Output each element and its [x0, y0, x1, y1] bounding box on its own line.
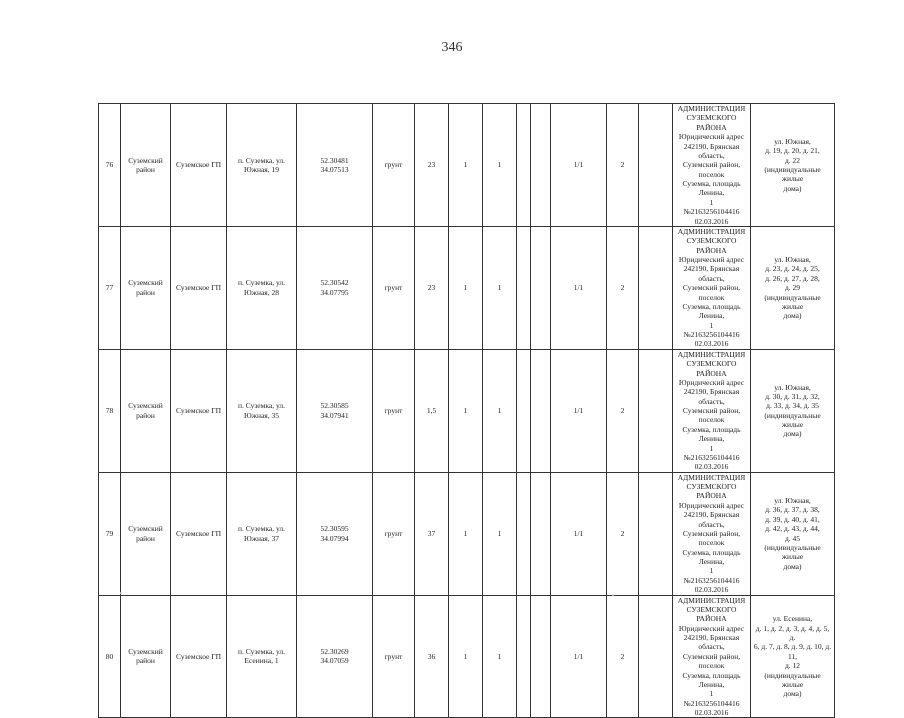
- table-row: [99, 226, 835, 349]
- volume-cell: 1/1: [551, 349, 607, 472]
- coordinates-cell: [297, 226, 373, 349]
- owner-line: СУЗЕМСКОГО РАЙОНА: [686, 113, 737, 132]
- count-cell: 2: [607, 472, 639, 595]
- owner-line: 1: [709, 443, 714, 453]
- served-line: д. 36, д. 37, д. 38,: [765, 505, 820, 515]
- container-count-cell: 1: [449, 595, 483, 718]
- area-cell: 23: [415, 226, 449, 349]
- district-cell: Суземский район: [121, 226, 171, 349]
- served-line: дома): [783, 689, 802, 699]
- settlement-cell: Суземское ГП: [171, 104, 227, 227]
- served-line: д. 45: [784, 533, 801, 543]
- latitude: 52.30269: [320, 647, 349, 657]
- served-line: 6, д. 7, д. 8, д. 9, д. 10, д.: [753, 642, 832, 652]
- owner-line: №2163256104416: [683, 698, 740, 708]
- coordinates-cell: [297, 472, 373, 595]
- surface-cell: грунт: [373, 472, 415, 595]
- served-line: ул. Южная,: [774, 382, 811, 392]
- owner-line: Юридический адрес: [678, 132, 745, 142]
- surface-cell: грунт: [373, 104, 415, 227]
- scan-speck: [612, 594, 614, 596]
- owner-line: 02.03.2016: [694, 462, 729, 472]
- row-number: 76: [99, 104, 121, 227]
- owner-line: СУЗЕМСКОГО РАЙОНА: [686, 482, 737, 501]
- served-line: (индивидуальные жилые: [764, 670, 821, 689]
- owner-cell: [673, 104, 751, 227]
- empty-cell: [517, 595, 531, 718]
- served-line: (индивидуальные жилые: [764, 410, 821, 430]
- owner-line: Юридический адрес: [678, 500, 745, 510]
- settlement-cell: Суземское ГП: [171, 226, 227, 349]
- served-objects-cell: [751, 104, 835, 227]
- owner-line: 242190, Брянская область,: [683, 510, 740, 529]
- address-cell: п. Суземка, ул. Южная, 28: [227, 226, 297, 349]
- empty-cell: [531, 104, 551, 227]
- container-count-cell: 1: [449, 349, 483, 472]
- volume-cell: 1/1: [551, 104, 607, 227]
- owner-line: Суземский район, поселок: [682, 528, 741, 548]
- owner-line: Суземка, площадь Ленина,: [682, 670, 741, 689]
- surface-cell: грунт: [373, 349, 415, 472]
- served-line: д. 12: [784, 661, 801, 671]
- owner-line: 02.03.2016: [694, 708, 729, 717]
- empty-cell: [639, 595, 673, 718]
- served-line: ул. Южная,: [774, 136, 811, 146]
- table-row: [99, 595, 835, 718]
- empty-cell: [531, 349, 551, 472]
- longitude: 34.07513: [320, 164, 349, 174]
- container-count-cell: 1: [483, 595, 517, 718]
- empty-cell: [517, 472, 531, 595]
- served-line: дома): [783, 311, 802, 321]
- served-line: д. 26, д. 27, д. 28,: [765, 273, 820, 283]
- served-line: (индивидуальные жилые: [764, 164, 821, 184]
- owner-line: АДМИНИСТРАЦИЯ: [677, 595, 746, 605]
- table-row: [99, 349, 835, 472]
- latitude: 52.30542: [320, 278, 349, 288]
- served-line: (индивидуальные жилые: [764, 292, 821, 311]
- area-cell: 23: [415, 104, 449, 227]
- settlement-cell: Суземское ГП: [171, 349, 227, 472]
- volume-cell: 1/1: [551, 226, 607, 349]
- owner-line: Суземский район, поселок: [682, 651, 741, 671]
- empty-cell: [517, 349, 531, 472]
- district-cell: Суземский район: [121, 349, 171, 472]
- coordinates-cell: [297, 595, 373, 718]
- owner-line: 1: [709, 566, 714, 576]
- longitude: 34.07941: [320, 410, 349, 420]
- container-count-cell: 1: [449, 104, 483, 227]
- longitude: 34.07994: [320, 533, 349, 543]
- area-cell: 37: [415, 472, 449, 595]
- owner-line: АДМИНИСТРАЦИЯ: [677, 104, 746, 113]
- settlement-cell: Суземское ГП: [171, 595, 227, 718]
- served-line: д. 23, д. 24, д. 25,: [765, 264, 820, 274]
- served-line: д. 1, д. 2, д. 3, д. 4, д. 5, д.: [755, 623, 830, 642]
- latitude: 52.30585: [320, 401, 349, 411]
- scan-speck: [120, 592, 122, 594]
- served-line: д. 39, д. 40, д. 41,: [765, 514, 820, 524]
- longitude: 34.07795: [320, 287, 349, 297]
- empty-cell: [639, 349, 673, 472]
- container-count-cell: 1: [449, 226, 483, 349]
- table-row: [99, 104, 835, 227]
- owner-line: №2163256104416: [683, 575, 740, 585]
- served-line: дома): [783, 561, 802, 571]
- empty-cell: [531, 595, 551, 718]
- container-count-cell: 1: [449, 472, 483, 595]
- served-line: д. 30, д. 31, д. 32,: [765, 391, 820, 401]
- owner-line: Суземка, площадь Ленина,: [682, 424, 741, 444]
- owner-line: Суземский район, поселок: [682, 283, 741, 302]
- area-cell: 1,5: [415, 349, 449, 472]
- owner-line: Юридический адрес: [678, 255, 745, 264]
- address-cell: п. Суземка, ул. Южная, 37: [227, 472, 297, 595]
- container-count-cell: 1: [483, 349, 517, 472]
- owner-line: Суземка, площадь Ленина,: [682, 179, 741, 198]
- address-cell: п. Суземка, ул. Южная, 19: [227, 104, 297, 227]
- container-count-cell: 1: [483, 104, 517, 227]
- empty-cell: [531, 226, 551, 349]
- owner-line: 02.03.2016: [694, 216, 729, 226]
- district-cell: Суземский район: [121, 104, 171, 227]
- owner-line: №2163256104416: [683, 207, 740, 217]
- count-cell: 2: [607, 226, 639, 349]
- served-line: дома): [783, 183, 802, 193]
- district-cell: Суземский район: [121, 472, 171, 595]
- owner-cell: [673, 226, 751, 349]
- served-line: ул. Есенина,: [772, 614, 813, 624]
- owner-line: АДМИНИСТРАЦИЯ: [677, 349, 746, 359]
- owner-line: Юридический адрес: [678, 377, 745, 387]
- count-cell: 2: [607, 349, 639, 472]
- container-count-cell: 1: [483, 472, 517, 595]
- row-number: 80: [99, 595, 121, 718]
- empty-cell: [639, 104, 673, 227]
- owner-line: 1: [709, 320, 714, 330]
- owner-line: Суземский район, поселок: [682, 406, 741, 425]
- owner-cell: [673, 349, 751, 472]
- surface-cell: грунт: [373, 226, 415, 349]
- served-objects-cell: [751, 595, 835, 718]
- empty-cell: [639, 226, 673, 349]
- page-number: 346: [441, 40, 463, 55]
- address-cell: п. Суземка, ул. Южная, 35: [227, 349, 297, 472]
- longitude: 34.07059: [320, 656, 349, 666]
- coordinates-cell: [297, 104, 373, 227]
- owner-line: 242190, Брянская область,: [683, 387, 740, 406]
- row-number: 78: [99, 349, 121, 472]
- owner-line: Суземка, площадь Ленина,: [682, 301, 741, 321]
- latitude: 52.30481: [320, 155, 349, 165]
- owner-line: СУЗЕМСКОГО РАЙОНА: [686, 236, 737, 255]
- owner-line: №2163256104416: [683, 452, 740, 462]
- owner-line: Суземский район, поселок: [682, 160, 741, 179]
- empty-cell: [639, 472, 673, 595]
- owner-cell: [673, 472, 751, 595]
- row-number: 77: [99, 226, 121, 349]
- settlement-cell: Суземское ГП: [171, 472, 227, 595]
- served-line: (индивидуальные жилые: [764, 542, 821, 562]
- area-cell: 36: [415, 595, 449, 718]
- container-sites-table: [98, 103, 835, 718]
- owner-line: АДМИНИСТРАЦИЯ: [677, 472, 746, 482]
- empty-cell: [531, 472, 551, 595]
- address-cell: п. Суземка, ул. Есенина, 1: [227, 595, 297, 718]
- owner-line: 1: [709, 197, 714, 207]
- served-objects-cell: [751, 472, 835, 595]
- served-line: д. 22: [784, 155, 801, 165]
- empty-cell: [517, 104, 531, 227]
- owner-line: 242190, Брянская область,: [683, 264, 740, 283]
- owner-line: №2163256104416: [683, 330, 740, 339]
- surface-cell: грунт: [373, 595, 415, 718]
- served-line: д. 42, д. 43, д. 44,: [765, 524, 820, 534]
- owner-line: Юридический адрес: [678, 623, 745, 633]
- served-line: 11,: [787, 651, 798, 661]
- row-number: 79: [99, 472, 121, 595]
- owner-line: СУЗЕМСКОГО РАЙОНА: [686, 604, 737, 624]
- count-cell: 2: [607, 595, 639, 718]
- owner-line: 02.03.2016: [694, 339, 729, 349]
- served-objects-cell: [751, 226, 835, 349]
- owner-line: 242190, Брянская область,: [683, 633, 740, 652]
- served-line: д. 19, д. 20, д. 21,: [765, 146, 820, 156]
- container-count-cell: 1: [483, 226, 517, 349]
- district-cell: Суземский район: [121, 595, 171, 718]
- owner-line: 242190, Брянская область,: [683, 141, 740, 160]
- served-line: ул. Южная,: [774, 255, 811, 264]
- coordinates-cell: [297, 349, 373, 472]
- served-line: д. 29: [784, 283, 801, 293]
- volume-cell: 1/1: [551, 472, 607, 595]
- empty-cell: [517, 226, 531, 349]
- count-cell: 2: [607, 104, 639, 227]
- volume-cell: 1/1: [551, 595, 607, 718]
- served-line: дома): [783, 429, 802, 439]
- owner-line: 02.03.2016: [694, 585, 729, 595]
- latitude: 52.30595: [320, 524, 349, 534]
- owner-line: СУЗЕМСКОГО РАЙОНА: [686, 359, 737, 378]
- served-line: ул. Южная,: [774, 496, 811, 506]
- served-objects-cell: [751, 349, 835, 472]
- owner-line: АДМИНИСТРАЦИЯ: [677, 226, 746, 236]
- served-line: д. 33, д. 34, д. 35: [766, 401, 819, 411]
- owner-cell: [673, 595, 751, 718]
- owner-line: Суземка, площадь Ленина,: [682, 547, 741, 566]
- table-row: [99, 472, 835, 595]
- owner-line: 1: [709, 689, 714, 699]
